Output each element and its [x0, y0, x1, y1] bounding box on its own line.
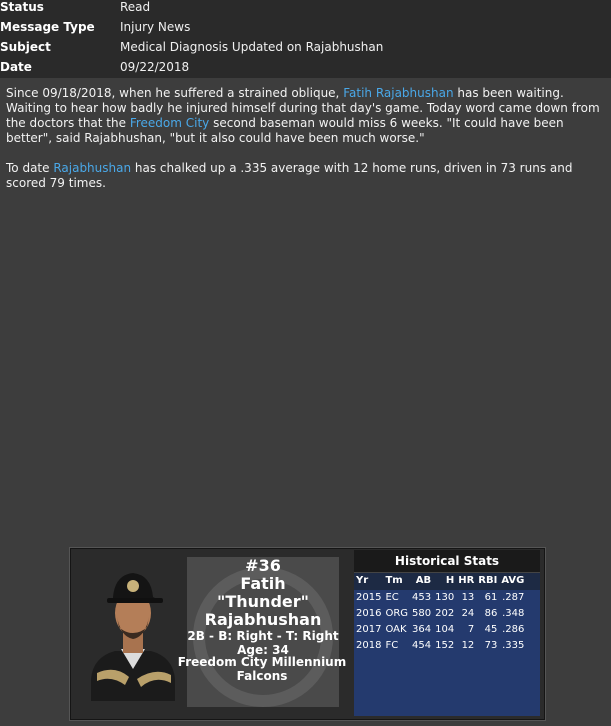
- cell-rbi: 73: [484, 640, 498, 651]
- cell-h: 202: [435, 608, 455, 619]
- player-first-name: Fatih: [240, 574, 286, 593]
- cell-tm: ORG: [385, 608, 409, 619]
- cell-tm: FC: [385, 640, 399, 651]
- cell-tm: EC: [385, 592, 399, 603]
- cell-rbi: 61: [484, 592, 498, 603]
- table-row: [356, 590, 528, 606]
- cell-rbi: 86: [484, 608, 498, 619]
- message-paragraph: [6, 86, 602, 146]
- cell-yr: 2017: [356, 624, 382, 635]
- cell-h: 104: [435, 624, 455, 635]
- cell-ab: 453: [412, 592, 432, 603]
- col-yr: Yr: [356, 575, 369, 586]
- historical-stats-title: Historical Stats: [354, 550, 540, 573]
- player-team[interactable]: Freedom City Millennium Falcons: [177, 655, 347, 683]
- cell-ab: 364: [412, 624, 432, 635]
- cell-hr: 12: [461, 640, 475, 651]
- cell-avg: .286: [502, 624, 525, 635]
- cell-yr: 2016: [356, 608, 382, 619]
- message-text: second baseman would miss 6 weeks. "It could have been better", said Rajabhushan, "but it also could have been much worse.": [6, 116, 564, 145]
- col-ab: AB: [415, 575, 432, 586]
- date-label: Date: [0, 60, 32, 74]
- cell-avg: .348: [502, 608, 525, 619]
- cell-ab: 580: [412, 608, 432, 619]
- message-text: has chalked up a .335 average with 12 home runs, driven in 73 runs and scored 79 times.: [6, 161, 573, 190]
- status-value: Read: [120, 0, 151, 14]
- col-tm: Tm: [385, 575, 403, 586]
- message-body: [6, 86, 602, 206]
- player-link[interactable]: Rajabhushan: [53, 161, 132, 175]
- message-text: Since 09/18/2018, when he suffered a strained oblique,: [6, 86, 344, 100]
- cell-avg: .287: [502, 592, 525, 603]
- col-h: H: [445, 575, 455, 586]
- cell-h: 152: [435, 640, 455, 651]
- cell-hr: 24: [461, 608, 475, 619]
- stats-table: [356, 573, 528, 654]
- message-text: To date: [6, 161, 54, 175]
- player-number: #36: [245, 557, 281, 575]
- date-value: 09/22/2018: [120, 60, 190, 74]
- player-age: Age: 34: [237, 643, 289, 657]
- cell-rbi: 45: [484, 624, 498, 635]
- status-label: Status: [0, 0, 44, 14]
- team-link[interactable]: Freedom City: [129, 116, 210, 130]
- col-rbi: RBI: [478, 575, 498, 586]
- message-header: [0, 0, 611, 78]
- cell-yr: 2015: [356, 592, 382, 603]
- cell-tm: OAK: [385, 624, 407, 635]
- message-type-value: Injury News: [120, 20, 191, 34]
- table-row: [356, 622, 528, 638]
- stats-header-row: [356, 573, 528, 590]
- player-nickname: "Thunder": [217, 592, 309, 611]
- cell-avg: .335: [502, 640, 525, 651]
- cell-ab: 454: [412, 640, 432, 651]
- message-type-label: Message Type: [0, 20, 95, 34]
- player-last-name: Rajabhushan: [204, 610, 322, 629]
- player-link[interactable]: Fatih Rajabhushan: [343, 86, 454, 100]
- player-info-panel: [187, 557, 339, 707]
- player-info-text: [187, 557, 339, 657]
- player-position-line: 2B - B: Right - T: Right: [187, 629, 339, 643]
- historical-stats-panel: [354, 550, 540, 716]
- cell-hr: 13: [461, 592, 475, 603]
- subject-value: Medical Diagnosis Updated on Rajabhushan: [120, 40, 384, 54]
- col-avg: AVG: [501, 575, 525, 586]
- cell-hr: 7: [467, 624, 475, 635]
- player-card: [70, 548, 545, 720]
- subject-label: Subject: [0, 40, 51, 54]
- cell-yr: 2018: [356, 640, 382, 651]
- message-paragraph: [6, 161, 602, 191]
- col-hr: HR: [458, 575, 475, 586]
- cell-h: 130: [435, 592, 455, 603]
- message-text: has been waiting. Waiting to hear how badly he injured himself during that day's game. Today word came down from the doctors that the: [6, 86, 600, 130]
- table-row: [356, 638, 528, 654]
- table-row: [356, 606, 528, 622]
